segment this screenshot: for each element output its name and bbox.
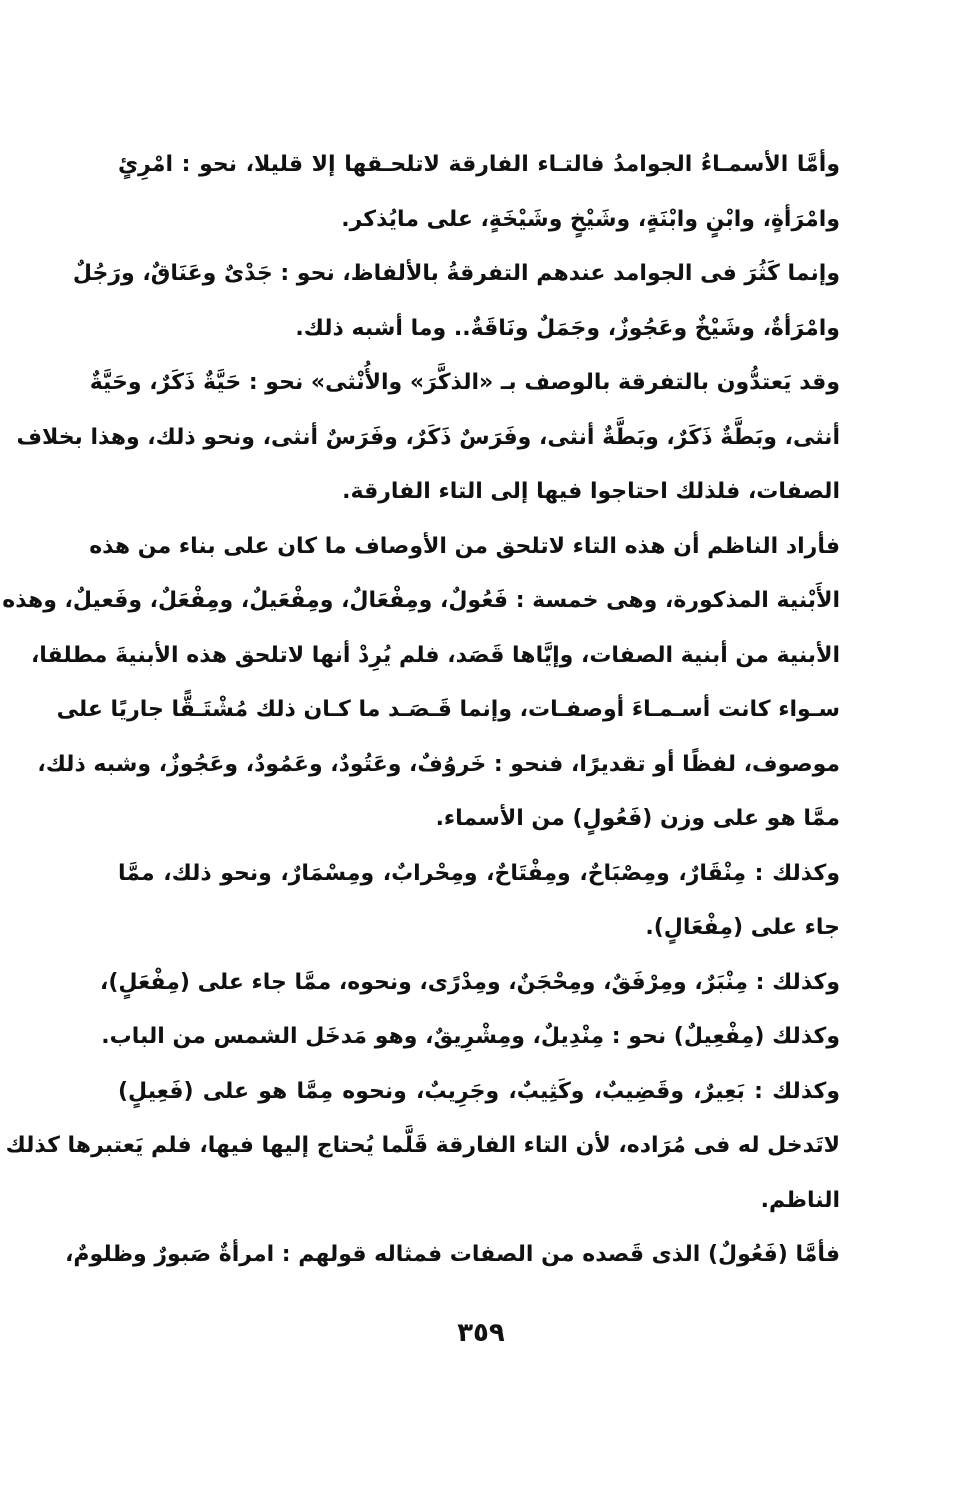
text-line: وكذلك : مِنْبَرٌ، ومِرْفَقٌ، ومِحْجَنٌ، ومِدْرًى، ونحوه، ممَّا جاء على (مِفْعَلٍ)، [99, 969, 840, 995]
text-line: فأراد الناظم أن هذه التاء لاتلحق من الأوصاف ما كان على بناء من هذه [89, 533, 840, 559]
text-line: وإنما كَثُرَ فى الجوامد عندهم التفرقةُ بالألفاظ، نحو : جَدْىٌ وعَنَاقٌ، ورَجُلٌ [72, 261, 840, 286]
text-line: الصفات، فلذلك احتاجوا فيها إلى التاء الفارقة. [342, 479, 840, 504]
text-line: ممَّا هو على وزن (فَعُولٍ) من الأسماء. [435, 806, 840, 831]
text-line: سـواء كانت أسـمـاءَ أوصفـات، وإنما قَـصَـد ما كـان ذلك مُشْتَـقًّا جاريًا على [56, 697, 840, 722]
text-line: وقد يَعتدُّون بالتفرقة بالوصف بـ «الذكَّرَ» والأُنْثى» نحو : حَيَّةٌ ذَكَرٌ، وحَيَّةٌ [89, 370, 840, 395]
text-line: وكذلك (مِفْعِيلٌ) نحو : مِنْدِيلٌ، ومِشْرِيقٌ، وهو مَدخَل الشمس من الباب. [101, 1024, 840, 1049]
text-line: جاء على (مِفْعَالٍ). [645, 915, 840, 940]
page-number: ٣٥٩ [457, 1318, 505, 1348]
text-line: وأمَّا الأسمـاءُ الجوامدُ فالتـاء الفارقة لاتلحـقها إلا قليلا، نحو : امْرِئٍ [118, 152, 840, 177]
text-line: أنثى، وبَطَّةٌ ذَكَرٌ، وبَطَّةٌ أنثى، وفَرَسٌ ذَكَرٌ، وفَرَسٌ أنثى، ونحو ذلك، وهذا بخلاف [16, 424, 840, 450]
text-line: الأَبْنية المذكورة، وهى خمسة : فَعُولٌ، ومِفْعَالٌ، ومِفْعَيلٌ، ومِفْعَلٌ، وفَعيلٌ، وهذه [2, 588, 840, 613]
text-line: وامْرَأةٌ، وشَيْخٌ وعَجُوزٌ، وجَمَلٌ ونَاقَةٌ.. وما أشبه ذلك. [295, 315, 840, 341]
text-line: الناظم. [760, 1187, 840, 1213]
text-line: وكذلك : مِنْقَارٌ، ومِصْبَاحٌ، ومِفْتَاحٌ، ومِحْرابٌ، ومِسْمَارٌ، ونحو ذلك، ممَّا [118, 860, 840, 886]
text-line: الأبنية من أبنية الصفات، وإيَّاها قَصَد، فلم يُرِدْ أنها لاتلحق هذه الأبنيةَ مطلقا، [30, 642, 840, 668]
text-line: موصوف، لفظًا أو تقديرًا، فنحو : خَروُفٌ، وعَتُودٌ، وعَمُودٌ، وعَجُوزٌ، وشبه ذلك، [37, 751, 840, 777]
text-line: لاتَدخل له فى مُرَاده، لأن التاء الفارقة قَلَّما يُحتاج إليها فيها، فلم يَعتبرها كذلك [5, 1133, 840, 1158]
body-text [2, 138, 840, 1283]
text-line: فأمَّا (فَعُولٌ) الذى قَصده من الصفات فمثاله قولهم : امرأةٌ صَبورٌ وظلومٌ، [65, 1242, 840, 1267]
text-line: وامْرَأةٍ، وابْنٍ وابْنَةٍ، وشَيْخٍ وشَيْخَةٍ، على مايُذكر. [341, 206, 840, 232]
text-line: وكذلك : بَعِيرٌ، وقَضِيبٌ، وكَثِيبٌ، وجَرِيبٌ، ونحوه مِمَّا هو على (فَعِيلٍ) [118, 1078, 840, 1104]
